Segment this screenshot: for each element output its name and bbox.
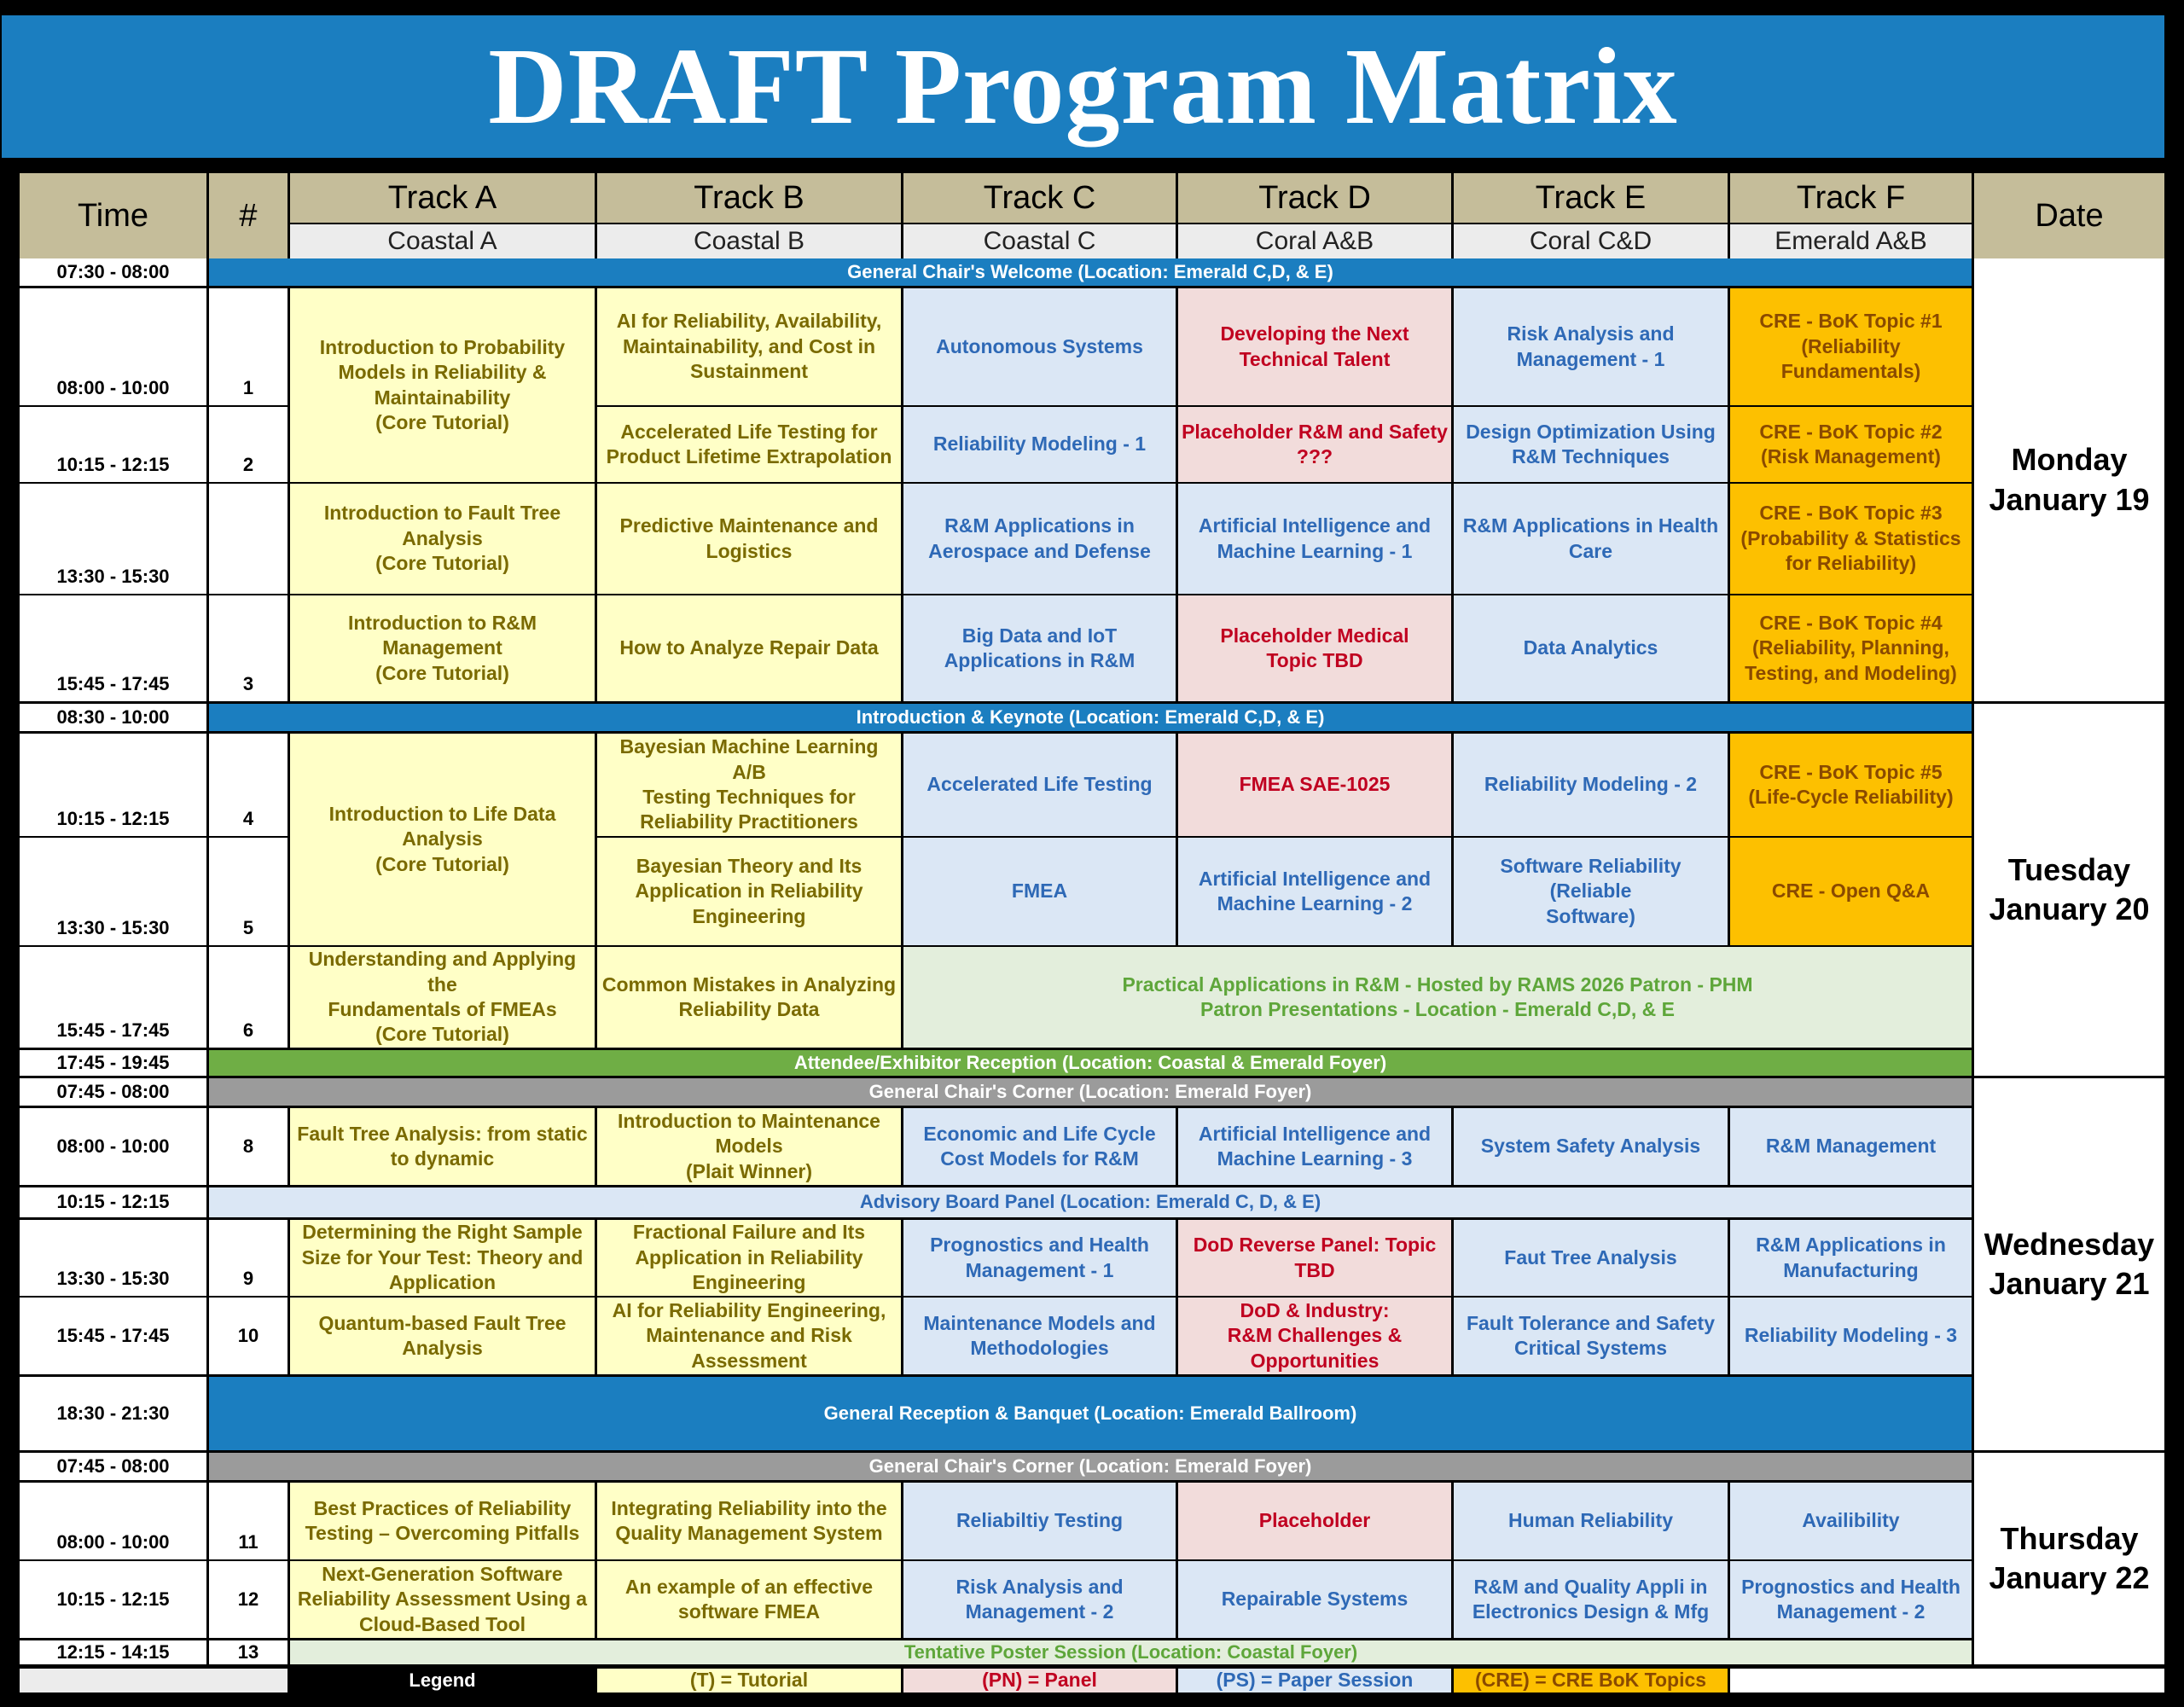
session-number: 8 <box>209 1108 288 1185</box>
session-cell: FMEA SAE-1025 <box>1178 734 1451 836</box>
session-cell: Developing the Next Technical Talent <box>1178 288 1451 405</box>
session-cell: Accelerated Life Testing for Product Lifetime Extrapolation <box>597 407 901 482</box>
session-cell: Integrating Reliability into the Quality Management System <box>597 1483 901 1559</box>
header-track-b: Track B <box>597 173 901 223</box>
header-location-a: Coastal A <box>290 224 595 258</box>
session-cell: FMEA <box>903 838 1176 945</box>
header-track-c: Track C <box>903 173 1176 223</box>
band-introduction-keynote: Introduction & Keynote (Location: Emerald C,D, & E) <box>209 704 1972 731</box>
session-cell: R&M Applications in Manufacturing <box>1730 1220 1972 1296</box>
time-slot: 15:45 - 17:45 <box>20 595 206 701</box>
time-slot: 15:45 - 17:45 <box>20 1298 206 1374</box>
legend-tutorial: (T) = Tutorial <box>597 1669 901 1692</box>
session-number: 12 <box>209 1561 288 1638</box>
session-cell: Placeholder <box>1178 1483 1451 1559</box>
session-number: 10 <box>209 1298 288 1374</box>
session-cell: Bayesian Machine Learning A/B Testing Techniques for Reliability Practitioners <box>597 734 901 836</box>
session-cell: Availibility <box>1730 1483 1972 1559</box>
header-number: # <box>209 173 288 258</box>
session-cell: Introduction to Maintenance Models (Plait Winner) <box>597 1108 901 1185</box>
header-location-d: Coral A&B <box>1178 224 1451 258</box>
session-cell: Artificial Intelligence and Machine Learning - 3 <box>1178 1108 1451 1185</box>
session-cell: Reliability Modeling - 1 <box>903 407 1176 482</box>
header-track-f: Track F <box>1730 173 1972 223</box>
session-number: 11 <box>209 1483 288 1559</box>
band-advisory-board-panel: Advisory Board Panel (Location: Emerald C, D, & E) <box>209 1187 1972 1217</box>
session-cell: Best Practices of Reliability Testing – Overcoming Pitfalls <box>290 1483 595 1559</box>
legend-cre: (CRE) = CRE BoK Topics <box>1454 1669 1728 1692</box>
header-time: Time <box>20 173 206 258</box>
session-cell: Determining the Right Sample Size for Your Test: Theory and Application <box>290 1220 595 1296</box>
session-number <box>209 484 288 594</box>
session-cell: Fault Tree Analysis: from static to dynamic <box>290 1108 595 1185</box>
time-slot: 08:00 - 10:00 <box>20 288 206 405</box>
session-number: 13 <box>209 1640 288 1664</box>
session-cell: Software Reliability (Reliable Software) <box>1454 838 1728 945</box>
time-slot: 13:30 - 15:30 <box>20 1220 206 1296</box>
session-cell: Maintenance Models and Methodologies <box>903 1298 1176 1374</box>
session-cell: Understanding and Applying the Fundamentals of FMEAs (Core Tutorial) <box>290 947 595 1048</box>
time-slot: 13:30 - 15:30 <box>20 484 206 594</box>
time-slot: 13:30 - 15:30 <box>20 838 206 945</box>
session-cell: CRE - BoK Topic #2 (Risk Management) <box>1730 407 1972 482</box>
session-cell: Reliability Modeling - 3 <box>1730 1298 1972 1374</box>
header-location-b: Coastal B <box>597 224 901 258</box>
session-number: 6 <box>209 947 288 1048</box>
session-cell: Design Optimization Using R&M Techniques <box>1454 407 1728 482</box>
session-cell: Economic and Life Cycle Cost Models for R&M <box>903 1108 1176 1185</box>
session-number: 1 <box>209 288 288 405</box>
session-cell: Risk Analysis and Management - 2 <box>903 1561 1176 1638</box>
session-cell: Quantum-based Fault Tree Analysis <box>290 1298 595 1374</box>
time-slot: 10:15 - 12:15 <box>20 734 206 836</box>
session-cell: Common Mistakes in Analyzing Reliability Data <box>597 947 901 1048</box>
time-slot: 08:30 - 10:00 <box>20 704 206 731</box>
date-wednesday: Wednesday January 21 <box>1974 1078 2164 1450</box>
session-cell: Placeholder Medical Topic TBD <box>1178 595 1451 701</box>
session-cell: Reliabiltiy Testing <box>903 1483 1176 1559</box>
session-cell: Artificial Intelligence and Machine Learning - 1 <box>1178 484 1451 594</box>
header-location-f: Emerald A&B <box>1730 224 1972 258</box>
session-cell: Data Analytics <box>1454 595 1728 701</box>
header-date: Date <box>1974 173 2164 258</box>
time-slot: 07:45 - 08:00 <box>20 1453 206 1480</box>
session-cell: How to Analyze Repair Data <box>597 595 901 701</box>
session-cell: DoD & Industry: R&M Challenges & Opportunities <box>1178 1298 1451 1374</box>
legend-blank-left <box>20 1669 288 1692</box>
header-track-e: Track E <box>1454 173 1728 223</box>
legend-label: Legend <box>290 1669 595 1692</box>
time-slot: 15:45 - 17:45 <box>20 947 206 1048</box>
session-cell: Accelerated Life Testing <box>903 734 1176 836</box>
session-cell: R&M Management <box>1730 1108 1972 1185</box>
session-cell: Autonomous Systems <box>903 288 1176 405</box>
session-cell: R&M Applications in Health Care <box>1454 484 1728 594</box>
date-thursday: Thursday January 22 <box>1974 1453 2164 1664</box>
session-patron-presentations: Practical Applications in R&M - Hosted by RAMS 2026 Patron - PHM Patron Presentations - Location - Emerald C,D, & E <box>903 947 1972 1048</box>
session-cell: Introduction to Life Data Analysis (Core Tutorial) <box>290 734 595 945</box>
session-cell: Introduction to Fault Tree Analysis (Core Tutorial) <box>290 484 595 594</box>
session-cell: Human Reliability <box>1454 1483 1728 1559</box>
session-cell: Predictive Maintenance and Logistics <box>597 484 901 594</box>
session-cell: DoD Reverse Panel: Topic TBD <box>1178 1220 1451 1296</box>
time-slot: 10:15 - 12:15 <box>20 1561 206 1638</box>
session-cell: Prognostics and Health Management - 2 <box>1730 1561 1972 1638</box>
legend-blank-right <box>1730 1669 2164 1692</box>
band-general-chairs-corner: General Chair's Corner (Location: Emerald Foyer) <box>209 1453 1972 1480</box>
session-cell: Next-Generation Software Reliability Assessment Using a Cloud-Based Tool <box>290 1561 595 1638</box>
session-cell: Placeholder R&M and Safety ??? <box>1178 407 1451 482</box>
header-track-a: Track A <box>290 173 595 223</box>
session-cell: CRE - BoK Topic #1 (Reliability Fundamentals) <box>1730 288 1972 405</box>
session-cell: Fractional Failure and Its Application in Reliability Engineering <box>597 1220 901 1296</box>
time-slot: 10:15 - 12:15 <box>20 407 206 482</box>
session-cell: Repairable Systems <box>1178 1561 1451 1638</box>
legend-paper-session: (PS) = Paper Session <box>1178 1669 1451 1692</box>
band-general-reception-banquet: General Reception & Banquet (Location: Emerald Ballroom) <box>209 1377 1972 1450</box>
time-slot: 17:45 - 19:45 <box>20 1050 206 1076</box>
session-cell: Risk Analysis and Management - 1 <box>1454 288 1728 405</box>
legend-panel: (PN) = Panel <box>903 1669 1176 1692</box>
time-slot: 12:15 - 14:15 <box>20 1640 206 1664</box>
session-cell: Big Data and IoT Applications in R&M <box>903 595 1176 701</box>
session-cell: CRE - Open Q&A <box>1730 838 1972 945</box>
date-tuesday: Tuesday January 20 <box>1974 704 2164 1076</box>
session-cell: CRE - BoK Topic #3 (Probability & Statistics for Reliability) <box>1730 484 1972 594</box>
session-number: 2 <box>209 407 288 482</box>
session-cell: Fault Tolerance and Safety Critical Systems <box>1454 1298 1728 1374</box>
session-number: 3 <box>209 595 288 701</box>
session-cell: CRE - BoK Topic #4 (Reliability, Planning, Testing, and Modeling) <box>1730 595 1972 701</box>
session-cell: Artificial Intelligence and Machine Learning - 2 <box>1178 838 1451 945</box>
time-slot: 07:45 - 08:00 <box>20 1078 206 1106</box>
session-cell: AI for Reliability, Availability, Maintainability, and Cost in Sustainment <box>597 288 901 405</box>
time-slot: 07:30 - 08:00 <box>20 258 206 286</box>
session-cell: Introduction to R&M Management (Core Tutorial) <box>290 595 595 701</box>
header-track-d: Track D <box>1178 173 1451 223</box>
session-cell: Bayesian Theory and Its Application in Reliability Engineering <box>597 838 901 945</box>
band-tentative-poster-session: Tentative Poster Session (Location: Coastal Foyer) <box>290 1640 1972 1664</box>
time-slot: 08:00 - 10:00 <box>20 1108 206 1185</box>
session-cell: Reliability Modeling - 2 <box>1454 734 1728 836</box>
session-cell: Faut Tree Analysis <box>1454 1220 1728 1296</box>
time-slot: 08:00 - 10:00 <box>20 1483 206 1559</box>
session-cell: CRE - BoK Topic #5 (Life-Cycle Reliability) <box>1730 734 1972 836</box>
time-slot: 10:15 - 12:15 <box>20 1187 206 1217</box>
session-cell: An example of an effective software FMEA <box>597 1561 901 1638</box>
session-number: 5 <box>209 838 288 945</box>
time-slot: 18:30 - 21:30 <box>20 1377 206 1450</box>
header-location-e: Coral C&D <box>1454 224 1728 258</box>
session-number: 9 <box>209 1220 288 1296</box>
band-attendee-exhibitor-reception: Attendee/Exhibitor Reception (Location: Coastal & Emerald Foyer) <box>209 1050 1972 1076</box>
session-cell: Prognostics and Health Management - 1 <box>903 1220 1176 1296</box>
session-number: 4 <box>209 734 288 836</box>
date-monday: Monday January 19 <box>1974 258 2164 701</box>
session-cell: R&M and Quality Appli in Electronics Design & Mfg <box>1454 1561 1728 1638</box>
session-cell: System Safety Analysis <box>1454 1108 1728 1185</box>
session-cell: Introduction to Probability Models in Reliability & Maintainability (Core Tutorial) <box>290 288 595 482</box>
header-location-c: Coastal C <box>903 224 1176 258</box>
session-cell: AI for Reliability Engineering, Maintenance and Risk Assessment <box>597 1298 901 1374</box>
band-general-chairs-corner: General Chair's Corner (Location: Emerald Foyer) <box>209 1078 1972 1106</box>
band-general-chairs-welcome: General Chair's Welcome (Location: Emerald C,D, & E) <box>209 258 1972 286</box>
page-title: DRAFT Program Matrix <box>488 26 1678 147</box>
session-cell: R&M Applications in Aerospace and Defense <box>903 484 1176 594</box>
